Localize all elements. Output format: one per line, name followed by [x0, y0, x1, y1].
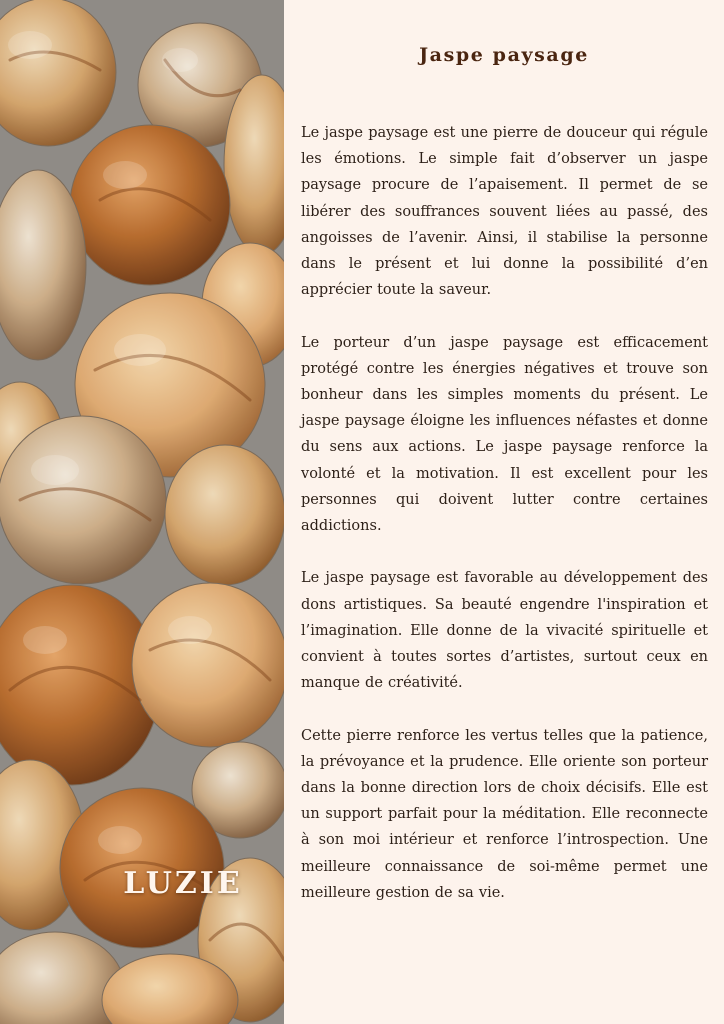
paragraph-1: Le jaspe paysage est une pierre de douceur qui régule les émotions. Le simple fait d’observer un jaspe paysage procure de l’apaisement. Il permet de se libérer des souffrances souvent liées au passé, des angoisses de l’avenir. Ainsi, il stabilise la personne dans le présent et lui donne la possibilité d’en apprécier toute la saveur.	[301, 125, 708, 299]
paragraph-3: Le jaspe paysage est favorable au développement des dons artistiques. Sa beauté engendre l'inspiration et l’imagination. Elle donne de la vivacité spirituelle et convient à toutes sortes d’artistes, surtout ceux en manque de créativité.	[301, 570, 708, 692]
page-title: Jaspe paysage	[419, 44, 589, 66]
content-panel	[284, 0, 724, 1024]
brand-logo: LUZIE	[123, 866, 243, 901]
paragraph-4: Cette pierre renforce les vertus telles que la patience, la prévoyance et la prudence. Elle oriente son porteur dans la bonne direction lors de choix décisifs. Elle est un support parfait pour la méditation. Elle reconnecte à son moi intérieur et renforce l’introspection. Une meilleure connaissance de soi-même permet une meilleure gestion de sa vie.	[301, 727, 708, 901]
paragraph-2: Le porteur d’un jaspe paysage est efficacement protégé contre les énergies négatives et trouve son bonheur dans les simples moments du présent. Le jaspe paysage éloigne les influences néfastes et donne du sens aux actions. Le jaspe paysage renforce la volonté et la motivation. Il est excellent pour les personnes qui doivent lutter contre certaines addictions.	[301, 334, 708, 535]
article-body	[301, 120, 708, 932]
